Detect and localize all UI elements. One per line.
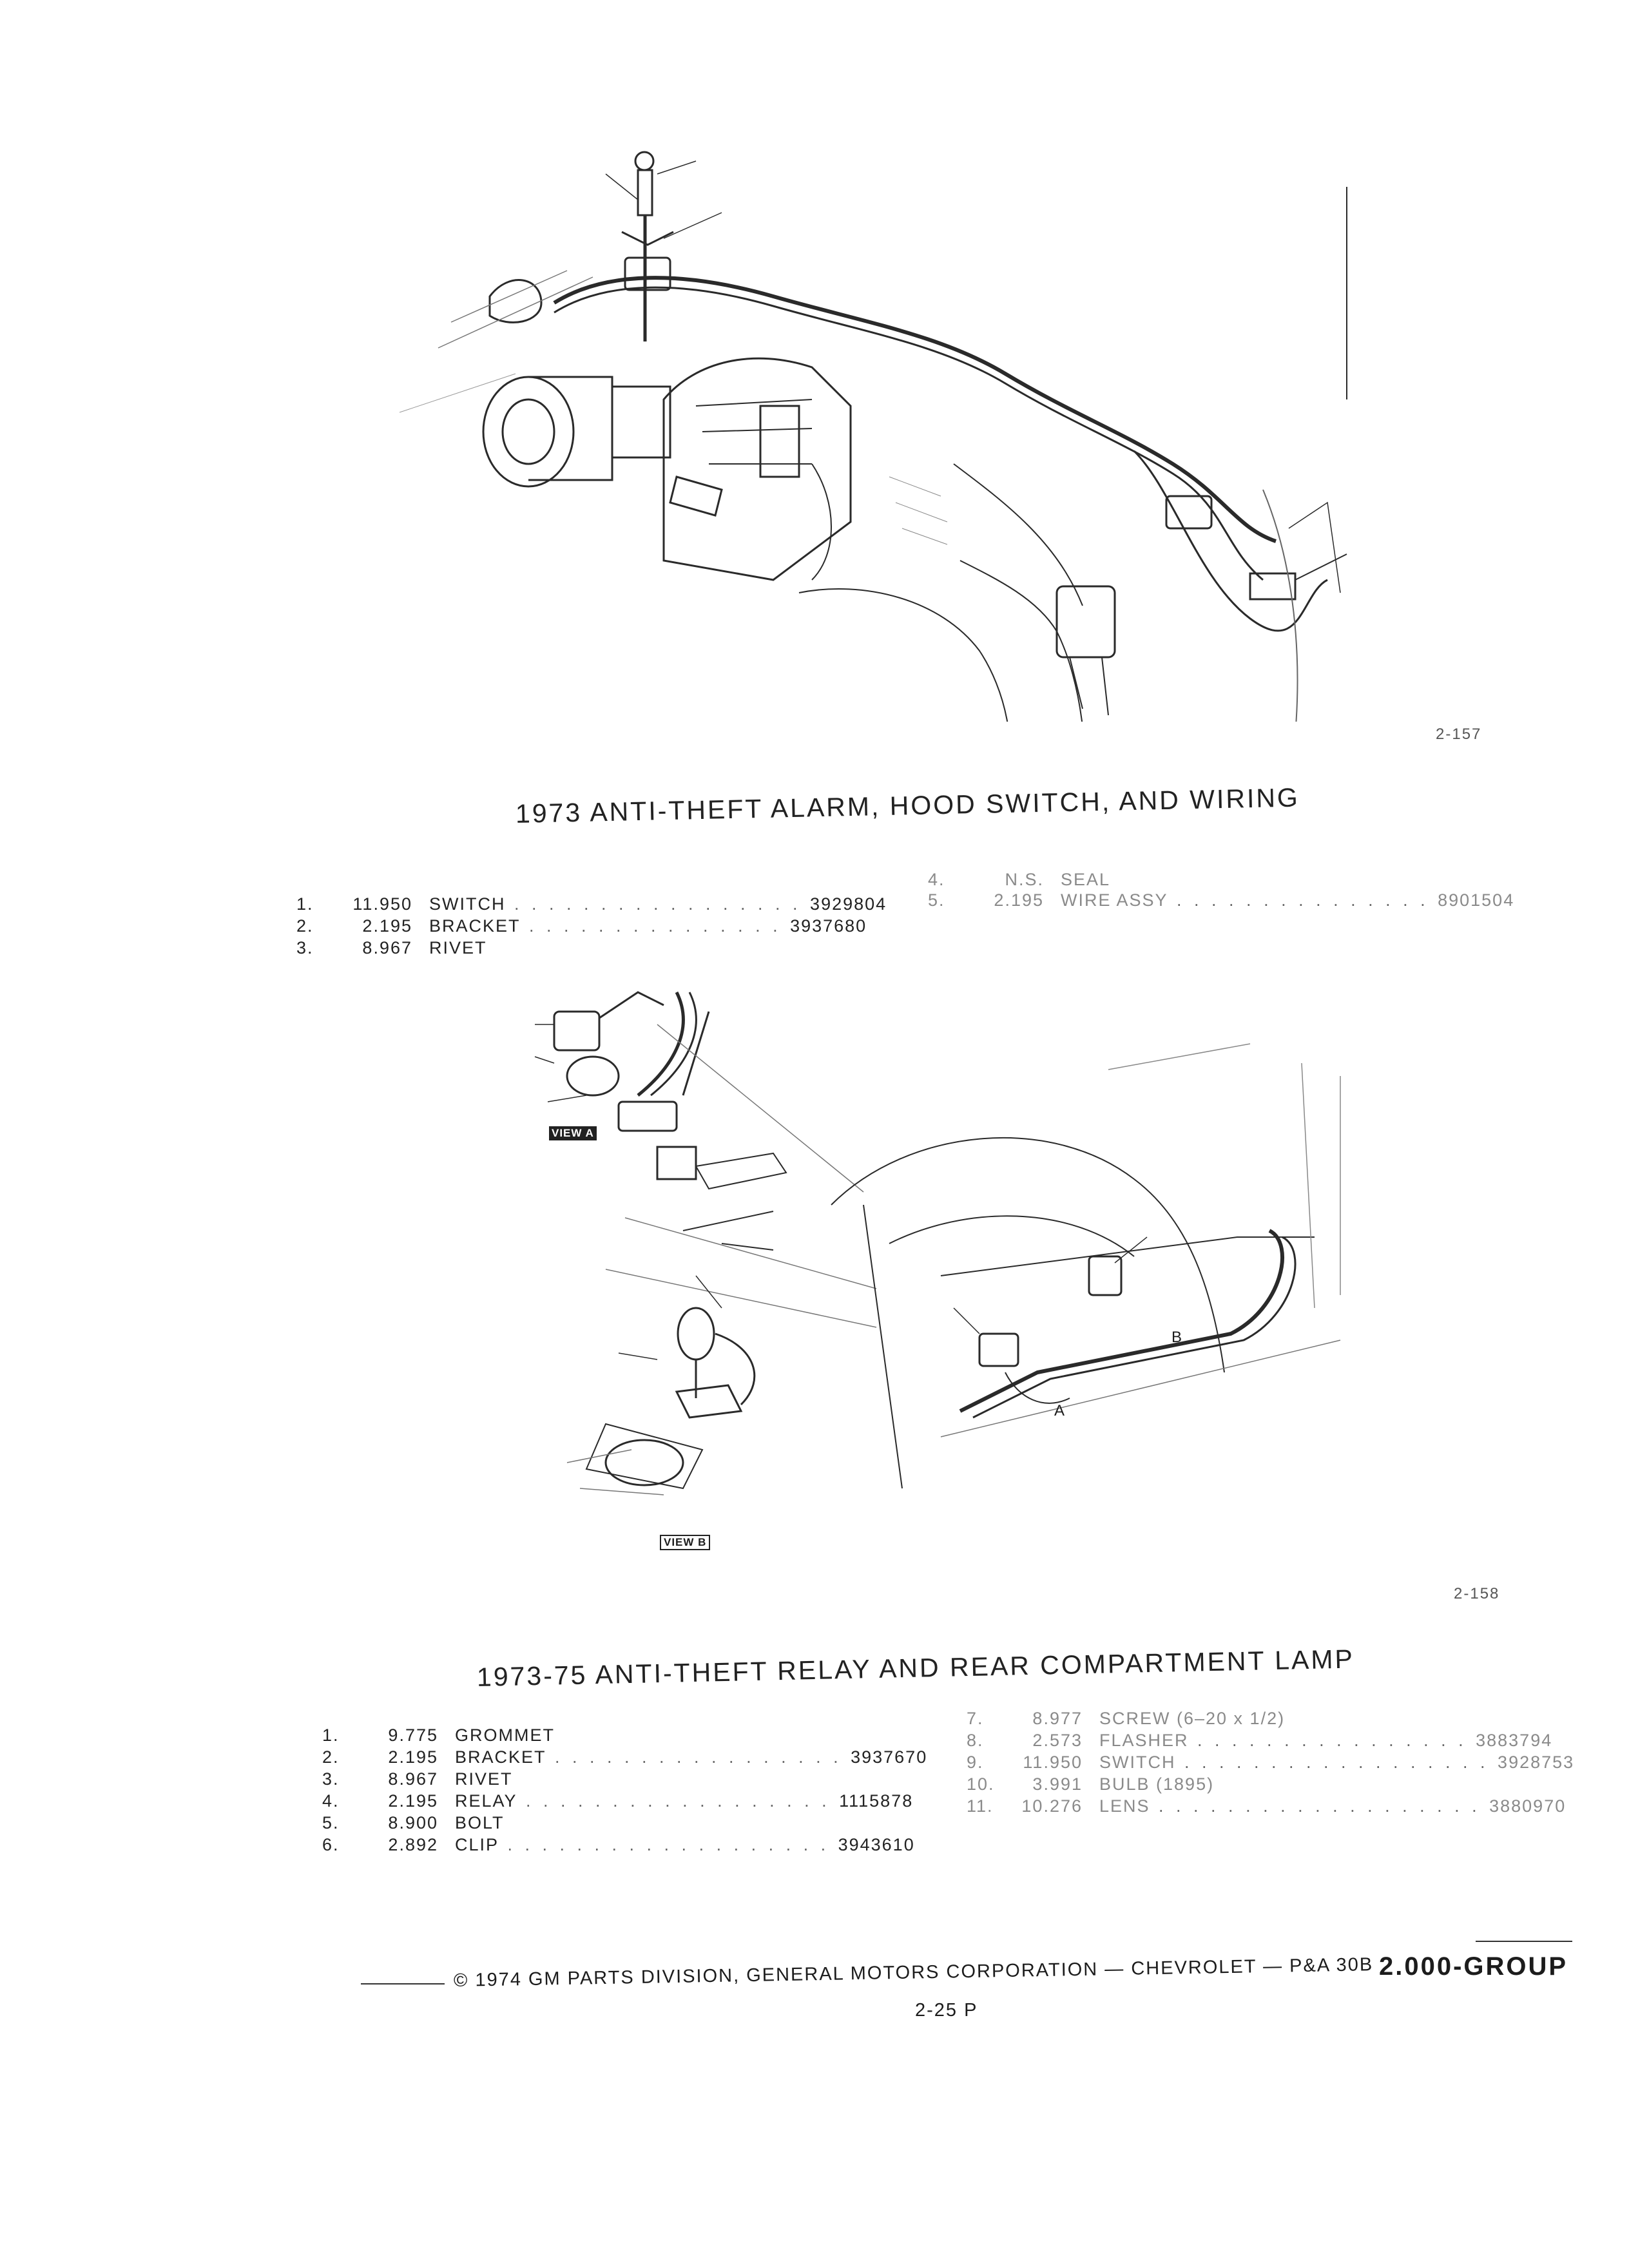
parts-row: 1. 11.950 SWITCH . . . . . . . . . . . . . . . . . 3929804 [296,894,887,914]
figure-2-illustration [528,973,1379,1572]
figure-1-illustration [361,129,1366,722]
parts-row: 2. 2.195 BRACKET . . . . . . . . . . . . . . . . . 3937670 [322,1747,928,1767]
parts-row: 5. 8.900 BOLT [322,1813,505,1832]
parts-row: 8. 2.573 FLASHER . . . . . . . . . . . . . . . . 3883794 [967,1731,1553,1750]
parts-row: 3. 8.967 RIVET [296,938,487,957]
parts-row: 5. 2.195 WIRE ASSY . . . . . . . . . . . . . . . 8901504 [928,890,1515,910]
view-a-label: VIEW A [549,1126,597,1140]
parts-row: 10. 3.991 BULB (1895) [967,1774,1215,1794]
figure-2-number: 2-158 [1454,1585,1500,1602]
figure-2-title: 1973-75 ANTI-THEFT RELAY AND REAR COMPARTMENT LAMP [476,1644,1355,1692]
parts-row: 4. 2.195 RELAY . . . . . . . . . . . . . . . . . . 1115878 [322,1791,914,1811]
footer-group: 2.000-GROUP [1379,1952,1568,1981]
parts-row: 6. 2.892 CLIP . . . . . . . . . . . . . . . . . . . 3943610 [322,1835,915,1854]
figure-1-number: 2-157 [1436,726,1482,743]
footer-rule-left [361,1983,445,1984]
callout-a: A [1054,1402,1065,1419]
parts-row: 1. 9.775 GROMMET [322,1725,555,1745]
callout-b: B [1171,1329,1182,1346]
parts-row: 4. N.S. SEAL [928,870,1111,889]
view-b-label: VIEW B [660,1535,710,1550]
figure-1-title: 1973 ANTI-THEFT ALARM, HOOD SWITCH, AND WIRING [515,782,1300,829]
parts-row: 7. 8.977 SCREW (6–20 x 1/2) [967,1709,1286,1728]
parts-row: 2. 2.195 BRACKET . . . . . . . . . . . . . . . 3937680 [296,916,867,936]
footer-rule-right [1476,1941,1572,1942]
parts-row: 3. 8.967 RIVET [322,1769,513,1789]
footer-copyright: © 1974 GM PARTS DIVISION, GENERAL MOTORS CORPORATION — CHEVROLET — P&A 30B [453,1954,1374,1991]
parts-row: 11. 10.276 LENS . . . . . . . . . . . . . . . . . . . 3880970 [967,1796,1566,1816]
parts-row: 9. 11.950 SWITCH . . . . . . . . . . . . . . . . . . 3928753 [967,1753,1575,1772]
footer-page-number: 2-25 P [915,2000,978,2021]
